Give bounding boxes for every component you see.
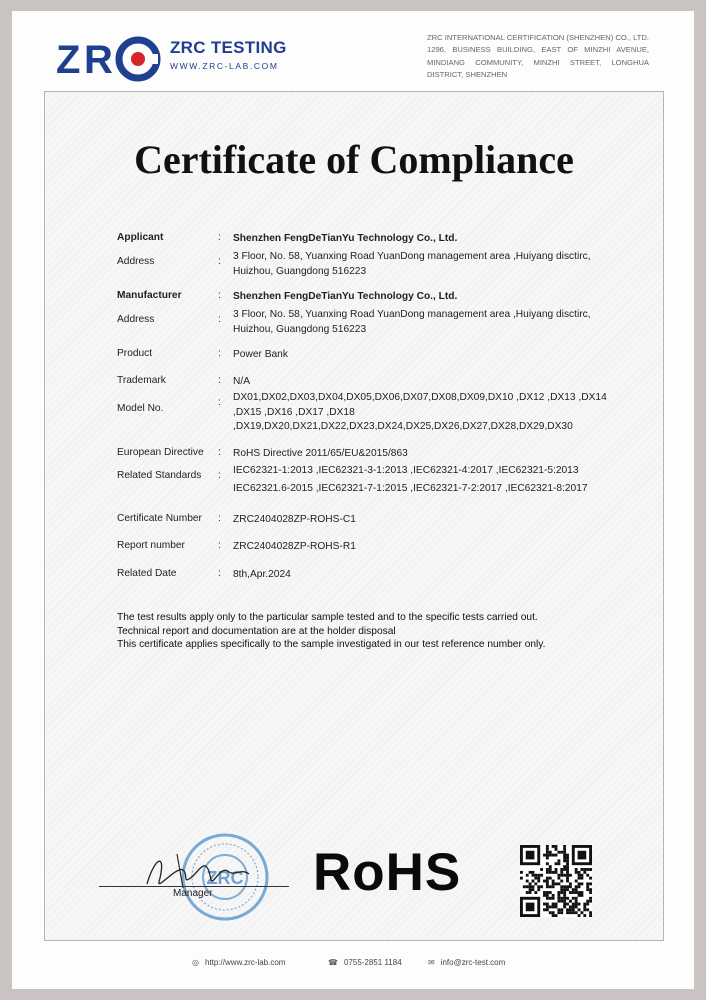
- brand-url: WWW.ZRC-LAB.COM: [170, 61, 279, 71]
- certificate-page: [12, 11, 694, 989]
- field-value: N/A: [233, 376, 250, 387]
- field-label: Address: [117, 256, 155, 267]
- globe-icon: ◎: [192, 958, 199, 967]
- signature-line: [99, 886, 289, 887]
- field-label: Model No.: [117, 403, 164, 414]
- field-colon: :: [218, 540, 221, 551]
- qr-code: [520, 845, 592, 917]
- field-value: Shenzhen FengDeTianYu Technology Co., Ltd.: [233, 233, 458, 244]
- field-label: Report number: [117, 540, 185, 551]
- field-value: 3 Floor, No. 58, Yuanxing Road YuanDong management area ,Huiyang disctirc, Huizhou, Guangdong 516223: [233, 251, 591, 277]
- email-text: info@zrc-test.com: [440, 958, 506, 967]
- field-value: Power Bank: [233, 349, 288, 360]
- certificate-title: Certificate of Compliance: [134, 137, 574, 182]
- field-value: Shenzhen FengDeTianYu Technology Co., Ltd.: [233, 291, 458, 302]
- field-value: ZRC2404028ZP-ROHS-C1: [233, 514, 356, 525]
- svg-text:Z: Z: [56, 38, 81, 82]
- field-colon: :: [218, 348, 221, 359]
- field-value: ZRC2404028ZP-ROHS-R1: [233, 541, 356, 552]
- address-line: DISTRICT, SHENZHEN: [427, 70, 508, 80]
- address-line: ZRC INTERNATIONAL CERTIFICATION (SHENZHEN) CO., LTD.: [427, 33, 649, 42]
- field-colon: :: [218, 375, 221, 386]
- field-colon: :: [218, 314, 221, 325]
- certificate-notes: [117, 611, 617, 652]
- field-label: Applicant: [117, 232, 164, 243]
- address-line: MINDIANG COMMUNITY, MINZHI STREET, LONGHUA: [427, 57, 649, 67]
- footer-email: [428, 958, 505, 967]
- address-line: 1296, BUSINESS BUILDING, EAST OF MINZHI AVENUE,: [427, 45, 649, 55]
- field-label: European Directive: [117, 447, 204, 458]
- field-label: Certificate Number: [117, 513, 202, 524]
- note-line: This certificate applies specifically to the sample investigated in our test reference number only.: [117, 639, 546, 650]
- company-address: [427, 32, 649, 82]
- signature-role: Manager: [173, 888, 213, 899]
- field-label: Related Date: [117, 568, 177, 579]
- note-line: The test results apply only to the particular sample tested and to the specific tests carried out.: [117, 612, 538, 623]
- field-value: 8th,Apr.2024: [233, 569, 291, 580]
- website-text: http://www.zrc-lab.com: [204, 958, 286, 967]
- field-colon: :: [218, 513, 221, 524]
- note-line: Technical report and documentation are at the holder disposal: [117, 625, 396, 637]
- field-value: 3 Floor, No. 58, Yuanxing Road YuanDong management area ,Huiyang disctirc, Huizhou, Guangdong 516223: [233, 309, 591, 335]
- phone-text: 0755-2851 1184: [343, 958, 402, 967]
- field-value: RoHS Directive 2011/65/EU&2015/863: [233, 448, 408, 459]
- field-colon: :: [218, 256, 221, 267]
- zrc-logo: [56, 33, 166, 83]
- field-label: Trademark: [117, 375, 166, 386]
- mail-icon: ✉: [428, 958, 435, 967]
- field-label: Product: [117, 348, 153, 359]
- rohs-mark: RoHS: [313, 843, 462, 902]
- footer-phone: [328, 958, 402, 967]
- seal-text: ZRC: [206, 868, 244, 888]
- footer-website: [192, 958, 285, 967]
- field-label: Related Standards: [117, 470, 202, 481]
- certificate-frame: [44, 91, 664, 941]
- field-value: DX01,DX02,DX03,DX04,DX05,DX06,DX07,DX08,DX09,DX10 ,DX12 ,DX13 ,DX14 ,DX15 ,DX16 ,DX17 ,DX18 ,DX19,DX20,DX21,DX22,DX23,DX24,DX25,DX26,DX27,DX28,DX29,DX30: [233, 392, 607, 432]
- field-colon: :: [218, 447, 221, 458]
- field-colon: :: [218, 470, 221, 481]
- field-value: IEC62321-1:2013 ,IEC62321-3-1:2013 ,IEC62321-4:2017 ,IEC62321-5:2013 IEC62321.6-2015 ,IEC62321-7-1:2015 ,IEC62321-7-2:2017 ,IEC62321-8:2017: [233, 465, 588, 494]
- field-label: Manufacturer: [117, 290, 182, 301]
- brand-name: ZRC TESTING: [170, 38, 287, 57]
- phone-icon: ☎: [328, 958, 338, 967]
- field-colon: :: [218, 290, 221, 301]
- svg-text:R: R: [84, 38, 113, 82]
- field-colon: :: [218, 397, 221, 408]
- field-label: Address: [117, 314, 155, 325]
- field-colon: :: [218, 232, 221, 243]
- field-colon: :: [218, 568, 221, 579]
